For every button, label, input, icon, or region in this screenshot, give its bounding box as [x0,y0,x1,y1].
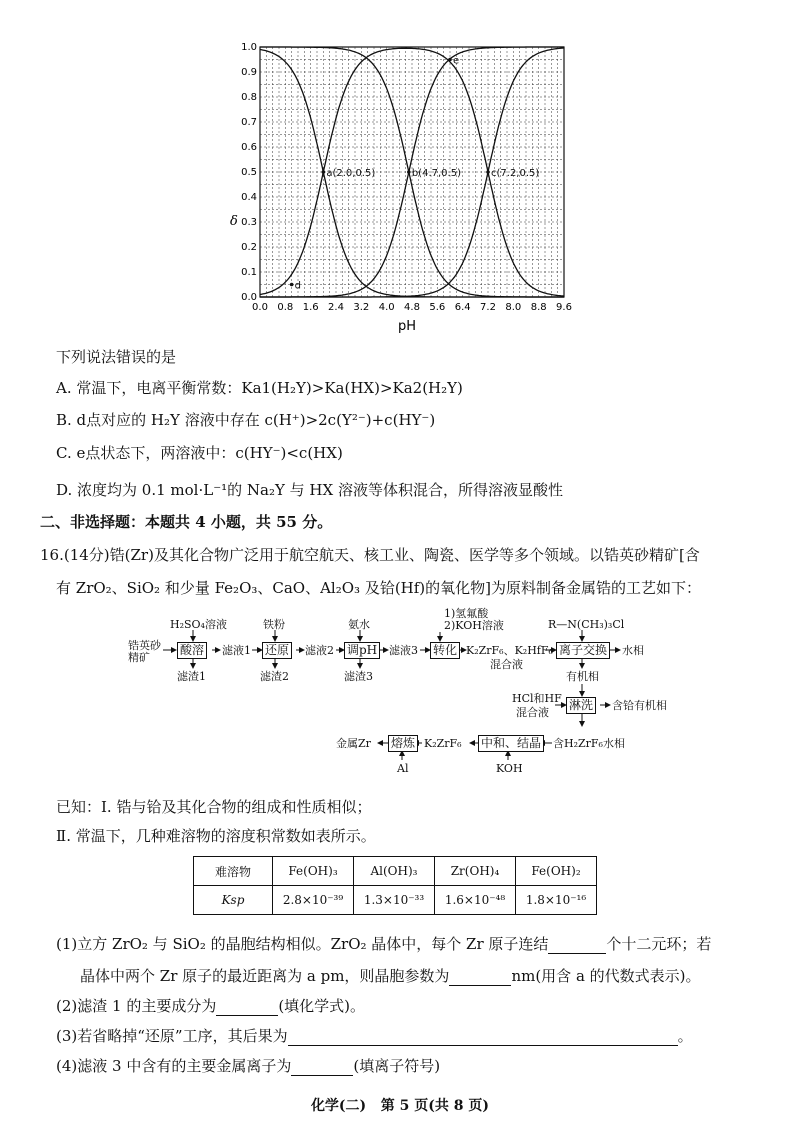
flow-arrows [0,600,800,780]
q1-text-c: 晶体中两个 Zr 原子的最近距离为 a pm，则晶胞参数为 [80,967,450,985]
flow-box-neutralize: 中和、结晶 [478,735,544,752]
flow-wash-reagent-label: 混合液 [516,706,549,719]
flow-ammonia: 氨水 [348,618,370,631]
q15-option-c: C. e点状态下，两溶液中：c(HY⁻)<c(HX) [56,444,343,462]
q2-text-b: (填化学式)。 [278,997,366,1015]
ksp-table [193,856,597,915]
flow-start: 锆英砂精矿 [128,639,161,664]
annotation-point [322,170,326,174]
q1-text-a: (1)立方 ZrO₂ 与 SiO₂ 的晶胞结构相似。ZrO₂ 晶体中，每个 Zr 原子连结 [56,935,549,953]
y-tick-label: 0.9 [241,67,257,78]
flow-extractant: R—N(CH₃)₃Cl [548,618,625,631]
x-tick-label: 2.4 [328,302,344,313]
table-row [194,857,597,886]
flow-koh: KOH [496,762,523,775]
flow-al: Al [397,762,409,775]
q4-text-a: (4)滤液 3 中含有的主要金属离子为 [56,1057,292,1075]
annotation-label: d [294,280,302,292]
x-tick-label: 0.8 [277,302,294,313]
q1-line2 [80,966,701,986]
flow-wash-reagent: HCl和HF [512,692,562,705]
x-tick-label: 5.6 [429,302,446,313]
y-tick-label: 0.4 [241,192,257,203]
q2-blank[interactable] [216,999,278,1016]
table-header: Fe(OH)₂ [516,857,597,886]
table-header: Zr(OH)₄ [435,857,516,886]
x-tick-label: 3.2 [353,302,370,313]
flow-mixture-label: 混合液 [490,658,523,671]
annotation-point [448,58,452,62]
annotation-label: e [453,55,460,67]
q1-line1 [56,934,711,954]
x-tick-label: 7.2 [480,302,496,313]
x-tick-label: 8.0 [505,302,522,313]
flow-box-smelt: 熔炼 [388,735,418,752]
y-axis-label: δ [230,214,238,229]
table-cell: 2.8×10⁻³⁹ [273,886,354,915]
flow-filtrate3: 滤液3 [389,644,418,657]
x-tick-label: 1.6 [302,302,319,313]
q3-text-b: 。 [677,1027,693,1045]
y-tick-label: 0.6 [241,142,257,153]
y-tick-label: 0.7 [241,117,257,128]
q1-text-d: nm(用含 a 的代数式表示)。 [511,967,701,985]
flow-box-elute: 淋洗 [566,697,596,714]
x-tick-label: 9.6 [556,302,572,313]
q1-blank-2[interactable] [449,969,511,986]
table-header: Al(OH)₃ [354,857,435,886]
x-axis-label: pH [397,319,417,334]
q3-blank[interactable] [288,1029,678,1046]
distribution-chart [225,35,585,340]
x-tick-label: 0.0 [252,302,268,313]
flow-residue3: 滤渣3 [344,670,373,683]
y-tick-label: 0.5 [241,167,257,178]
q15-option-d: D. 浓度均为 0.1 mol·L⁻¹的 Na₂Y 与 HX 溶液等体积混合，所得溶液显酸性 [56,481,563,499]
y-tick-label: 1.0 [241,42,257,53]
y-tick-label: 0.3 [241,217,257,228]
flow-aqueous-phase: 水相 [622,644,644,657]
q15-option-a: A. 常温下，电离平衡常数：Ka1(H₂Y)>Ka(HX)>Ka2(H₂Y) [56,379,463,397]
y-tick-label: 0.8 [241,92,257,103]
q3-line [56,1026,693,1046]
table-cell: Ksp [194,886,273,915]
q1-text-b: 个十二元环；若 [606,935,712,953]
table-row [194,886,597,915]
chart-annotations [290,56,540,292]
flow-reagents: 1)氢氟酸 2)KOH溶液 [444,607,504,632]
annotation-point [407,170,411,174]
x-tick-label: 4.8 [404,302,420,313]
q16-intro-line1: 16.(14分)锆(Zr)及其化合物广泛用于航空航天、核工业、陶瓷、医学等多个领域。以锆英砂精矿[含 [40,546,700,564]
flow-organic-phase: 有机相 [566,670,599,683]
q1-blank-1[interactable] [548,937,606,954]
flow-filtrate2: 滤液2 [305,644,334,657]
flow-acid: H₂SO₄溶液 [170,618,227,631]
annotation-label: c(7.2,0.5) [491,168,540,179]
table-header: 难溶物 [194,857,273,886]
y-tick-label: 0.0 [241,292,257,303]
flow-box-adjust-ph: 调pH [344,642,380,659]
flow-box-ion-exchange: 离子交换 [556,642,610,659]
page-footer: 化学(二) 第 5 页(共 8 页) [310,1098,490,1114]
flow-iron-powder: 铁粉 [263,618,285,631]
x-tick-label: 4.0 [378,302,395,313]
table-cell: 1.3×10⁻³³ [354,886,435,915]
y-tick-label: 0.1 [241,267,257,278]
q4-text-b: (填离子符号) [353,1057,441,1075]
flow-mixture: K₂ZrF₆、K₂HfF₆ [466,644,553,657]
q15-prompt: 下列说法错误的是 [56,348,177,366]
q4-line [56,1056,440,1076]
flow-box-acid-dissolve: 酸溶 [177,642,207,659]
table-cell: 1.8×10⁻¹⁶ [516,886,597,915]
annotation-label: b(4.7,0.5) [411,168,461,179]
known-1: 已知：Ⅰ. 锆与铪及其化合物的组成和性质相似； [56,798,372,816]
table-header: Fe(OH)₃ [273,857,354,886]
x-tick-label: 6.4 [454,302,471,313]
annotation-point [290,283,294,287]
flow-residue1: 滤渣1 [177,670,206,683]
table-cell: 1.6×10⁻⁴⁸ [435,886,516,915]
q16-intro-line2: 有 ZrO₂、SiO₂ 和少量 Fe₂O₃、CaO、Al₂O₃ 及铪(Hf)的氧化物]为原料制备金属锆的工艺如下： [56,579,702,597]
flow-filtrate1: 滤液1 [222,644,251,657]
flow-residue2: 滤渣2 [260,670,289,683]
section-heading: 二、非选择题：本题共 4 小题，共 55 分。 [40,513,333,531]
y-tick-label: 0.2 [241,242,257,253]
flow-metal-zr: 金属Zr [336,737,371,750]
q2-text-a: (2)滤渣 1 的主要成分为 [56,997,217,1015]
annotation-label: a(2.0,0.5) [326,168,376,179]
q4-blank[interactable] [291,1059,353,1076]
q3-text-a: (3)若省略掉“还原”工序，其后果为 [56,1027,288,1045]
flow-box-convert: 转化 [430,642,460,659]
flow-k2zrf6: K₂ZrF₆ [424,737,462,750]
known-2: Ⅱ. 常温下，几种难溶物的溶度积常数如表所示。 [56,827,376,845]
flow-hf-organic: 含铪有机相 [612,699,667,712]
x-tick-label: 8.8 [530,302,547,313]
q2-line [56,996,365,1016]
q15-option-b: B. d点对应的 H₂Y 溶液中存在 c(H⁺)>2c(Y²⁻)+c(HY⁻) [56,411,436,429]
annotation-point [486,170,490,174]
flow-box-reduce: 还原 [262,642,292,659]
flow-zr-aqueous: 含H₂ZrF₆水相 [553,737,625,750]
